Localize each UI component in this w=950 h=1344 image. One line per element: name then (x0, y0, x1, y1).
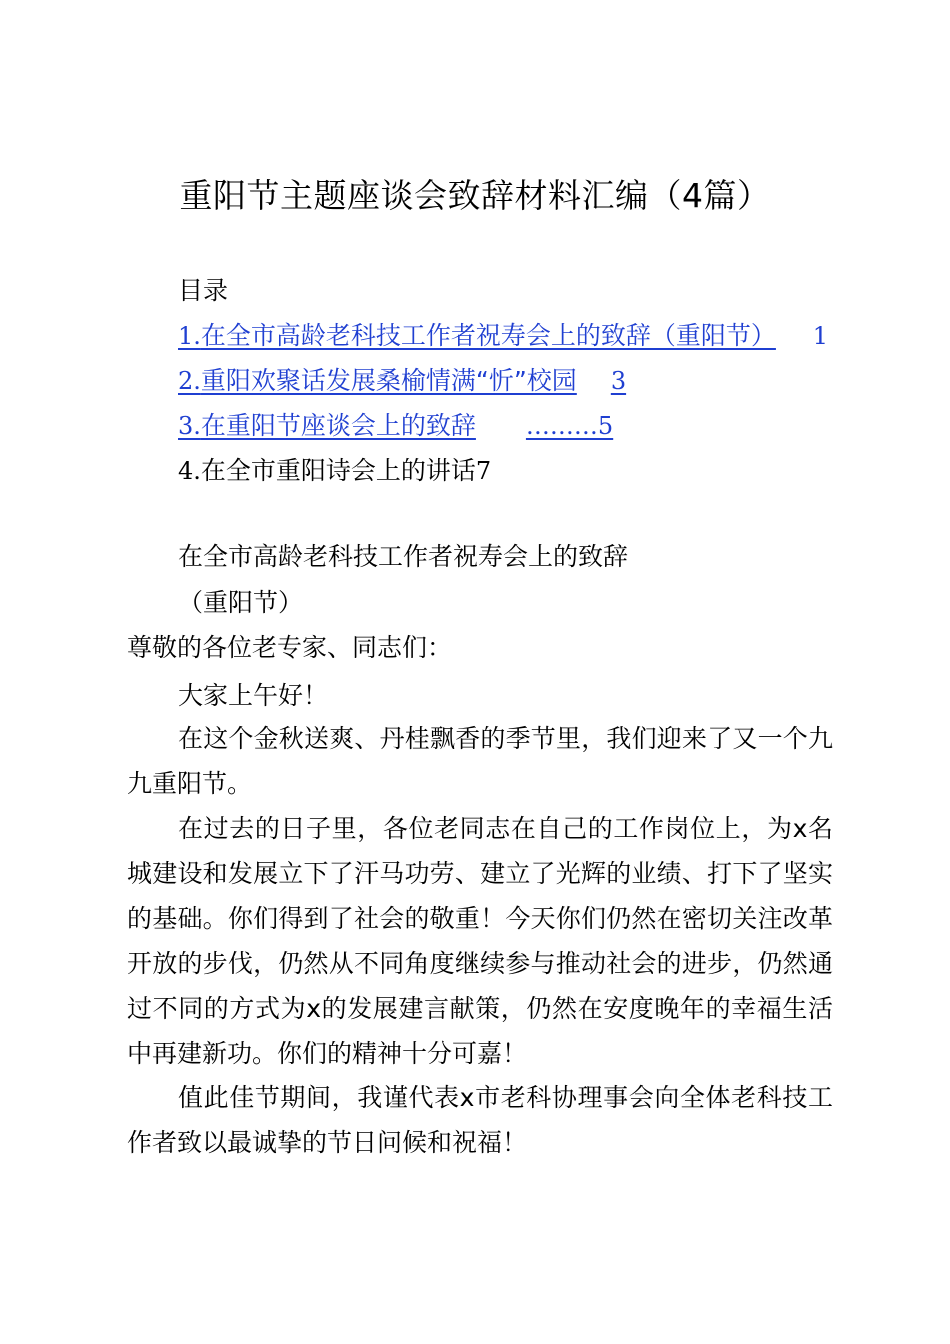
toc-item-text: 在重阳节座谈会上的致辞 (200, 411, 476, 440)
toc-item-text: 在全市高龄老科技工作者祝寿会上的致辞（重阳节） (200, 321, 776, 350)
speech-greeting: 大家上午好！ (178, 681, 329, 710)
toc-item-page: ………5 (525, 412, 614, 440)
toc-item-text: 在全市重阳诗会上的讲话 (200, 456, 476, 485)
toc-item-4 (178, 453, 491, 489)
toc-item-number: 1. (178, 322, 201, 350)
toc-item-number: 4. (178, 457, 201, 485)
speech-salutation: 尊敬的各位老专家、同志们： (127, 633, 453, 662)
toc-item-text: 重阳欢聚话发展桑榆情满“忻”校园 (200, 366, 577, 395)
toc-item-number: 2. (178, 367, 201, 395)
speech-subtitle: （重阳节） (178, 588, 304, 617)
toc-item-3[interactable] (178, 408, 613, 444)
toc-heading: 目录 (178, 276, 229, 305)
speech-paragraph: 在过去的日子里，各位老同志在自己的工作岗位上，为x名城建设和发展立下了汗马功劳、建立了光辉的业绩、打下了坚实的基础。你们得到了社会的敬重！今天你们仍然在密切关注改革开放的步伐，仍然从不同角度继续参与推动社会的进步，仍然通过不同的方式为x的发展建言献策，仍然在安度晚年的幸福生活中再建新功。你们的精神十分可嘉！ (127, 814, 833, 1068)
toc-item-page: 7 (475, 457, 492, 485)
toc-item-1[interactable] (178, 318, 828, 354)
toc-item-page: 1 (812, 322, 828, 350)
speech-paragraph: 值此佳节期间，我谨代表x市老科协理事会向全体老科技工作者致以最诚挚的节日问候和祝福！ (127, 1083, 833, 1157)
speech-title: 在全市高龄老科技工作者祝寿会上的致辞 (178, 542, 629, 571)
document-title: 重阳节主题座谈会致辞材料汇编（4篇） (179, 176, 771, 215)
toc-item-number: 3. (178, 412, 201, 440)
toc-item-2[interactable] (178, 363, 626, 399)
speech-paragraph: 在这个金秋送爽、丹桂飘香的季节里，我们迎来了又一个九九重阳节。 (127, 724, 833, 798)
toc-item-page: 3 (610, 367, 627, 395)
